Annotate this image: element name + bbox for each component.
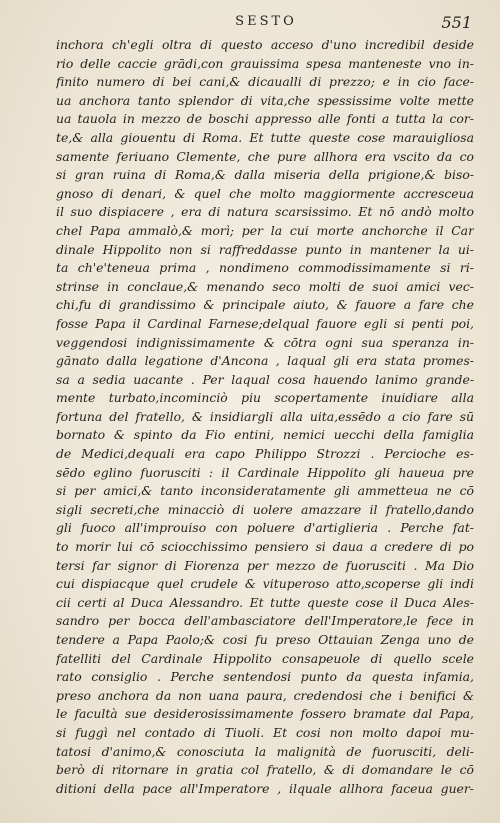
text-line: tersi far signor di Fiorenza per mezzo de fuorusciti . Ma Dio (56, 557, 474, 573)
text-line: le facultà sue desiderosissimamente fossero bramate dal Papa, (56, 706, 474, 722)
body-text (56, 36, 474, 798)
text-line: inchora ch'egli oltra di questo acceso d'uno incredibil deside (56, 37, 474, 52)
text-line: de Medici,dequali era capo Philippo Strozzi . Percioche es- (56, 446, 474, 462)
text-line: preso anchora da non uana paura, credendosi che i benifici & (56, 687, 474, 703)
text-line: cii certi al Duca Alessandro. Et tutte queste cose il Duca Ales- (56, 594, 474, 610)
text-line: strinse in conclaue,& menando seco molti de suoi amici vec- (56, 278, 474, 294)
text-line: sēdo eglino fuorusciti : il Cardinale Hippolito gli haueua pre (56, 464, 474, 480)
page-header (60, 14, 472, 36)
text-line: rio delle caccie grādi,con grauissima spesa manteneste vno in- (56, 55, 474, 71)
text-line: cui dispiacque quel crudele & vituperoso atto,scoperse gli indi (56, 576, 474, 592)
text-line: ua tauola in mezzo de boschi appresso alle fonti a tutta la cor- (56, 111, 474, 127)
page-number: 551 (441, 13, 472, 32)
text-line: fosse Papa il Cardinal Farnese;delqual fauore egli si penti poi, (56, 315, 474, 331)
text-line: finito numero di bei cani,& dicaualli di prezzo; e in cio face- (56, 74, 474, 90)
text-line: veggendosi indignissimamente & cōtra ogni sua speranza in- (56, 334, 474, 350)
text-line: ua anchora tanto splendor di vita,che spessissime volte mette (56, 92, 474, 108)
text-line: fortuna del fratello, & insidiargli alla uita,essēdo a cio fare sū (56, 408, 474, 424)
text-line: to morir lui cō sciocchissimo pensiero si daua a credere di po (56, 539, 474, 555)
text-line: chi,fu di grandissimo & principale aiuto, & fauore a fare che (56, 297, 474, 313)
text-line: sa a sedia uacante . Per laqual cosa hauendo lanimo grande- (56, 371, 474, 387)
text-line: sandro per bocca dell'ambasciatore dell'Imperatore,le fece in (56, 613, 474, 629)
text-line: tatosi d'animo,& conosciuta la malignità de fuorusciti, deli- (56, 743, 474, 759)
text-line: si per amici,& tanto inconsideratamente gli ammetteua ne cō (56, 483, 474, 499)
text-line: sigli secreti,che minacciò di uolere amazzare il fratello,dando (56, 501, 474, 517)
text-line: te,& alla giouentu di Roma. Et tutte queste cose marauigliosa (56, 129, 474, 145)
text-line: ta ch'e'teneua prima , nondimeno commodissimamente si ri- (56, 260, 474, 276)
text-line: gānato dalla legatione d'Ancona , laqual gli era stata promes- (56, 353, 474, 369)
text-line: berò di ritornare in gratia col fratello, & di domandare le cō (56, 762, 474, 778)
text-line: fatelliti del Cardinale Hippolito consapeuole di quello scele (56, 650, 474, 666)
text-line: samente feriuano Clemente, che pure allhora era vscito da co (56, 148, 474, 164)
text-line: gnoso di denari, & quel che molto maggiormente accresceua (56, 185, 474, 201)
text-line: tendere a Papa Paolo;& cosi fu preso Ottauian Zenga uno de (56, 632, 474, 647)
text-line: chel Papa ammalò,& morì; per la cui morte anchorche il Car (56, 222, 474, 238)
text-line: rato consiglio . Perche sentendosi punto da questa infamia, (56, 669, 474, 685)
running-title: SESTO (235, 14, 297, 29)
text-line: gli fuoco all'improuiso con poluere d'artiglieria . Perche fat- (56, 520, 474, 536)
text-line: si gran ruina di Roma,& dalla miseria della prigione,& biso- (56, 167, 474, 183)
text-line: ditioni della pace all'Imperatore , ilquale allhora faceua guer- (56, 780, 474, 796)
text-line: si fuggì nel contado di Tiuoli. Et cosi non molto dapoi mu- (56, 724, 474, 740)
text-line: dinale Hippolito non si raffreddasse punto in mantener la ui- (56, 241, 474, 257)
text-line: il suo dispiacere , era di natura scarsissimo. Et nō andò molto (56, 204, 474, 220)
text-line: mente turbato,incominciò piu scopertamente inuidiare alla (56, 390, 474, 406)
text-line: bornato & spinto da Fio entini, nemici uecchi della famiglia (56, 427, 474, 443)
